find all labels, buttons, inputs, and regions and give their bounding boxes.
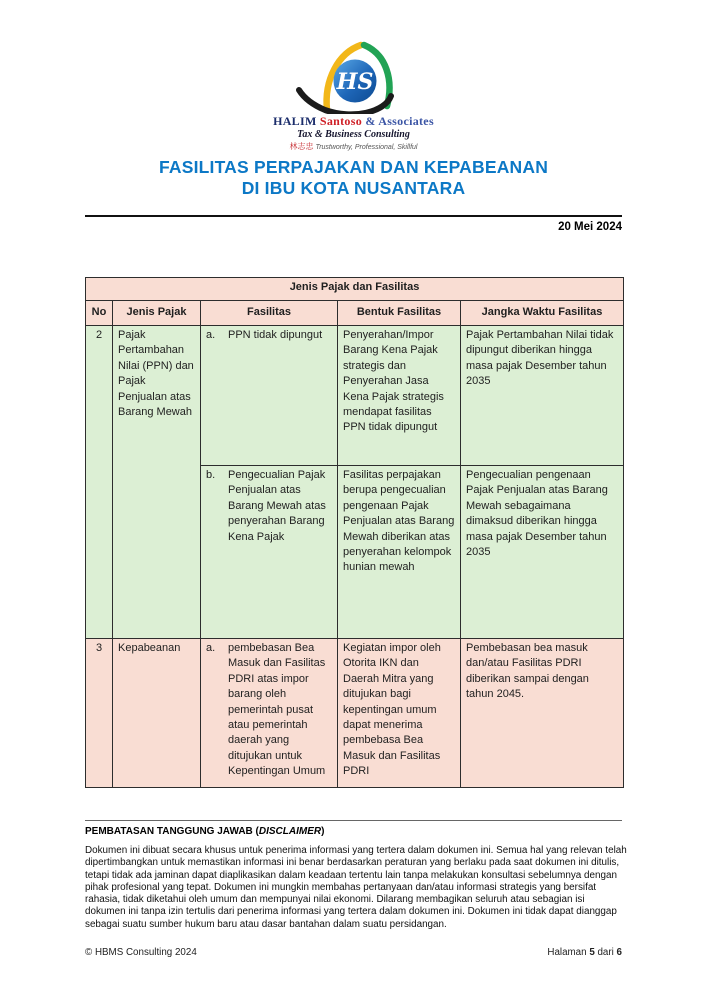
cell-no: 2 bbox=[86, 326, 113, 639]
column-header-jangka-waktu: Jangka Waktu Fasilitas bbox=[461, 301, 624, 326]
table-caption: Jenis Pajak dan Fasilitas bbox=[86, 278, 624, 301]
footer-page-total: 6 bbox=[616, 947, 622, 958]
company-logo bbox=[0, 40, 707, 151]
logo-motto: Trustworthy, Professional, Skillful bbox=[315, 144, 418, 151]
header-divider bbox=[85, 215, 622, 217]
fasilitas-text: PPN tidak dipungut bbox=[228, 329, 323, 341]
column-header-jenis-pajak: Jenis Pajak bbox=[113, 301, 201, 326]
cell-jangka-waktu: Pengecualian pengenaan Pajak Penjualan atas Barang Mewah sebagaimana dimaksud diberikan hingga masa pajak Desember tahun 2035 bbox=[461, 466, 624, 639]
disclaimer-heading bbox=[85, 826, 324, 837]
list-marker: a. bbox=[206, 642, 216, 654]
column-header-no: No bbox=[86, 301, 113, 326]
disclaimer-body: Dokumen ini dibuat secara khusus untuk penerima informasi yang tertera dalam dokumen ini. Semua hal yang relevan telah dipertimbangkan untuk memastikan informasi ini benar berdasarkan peraturan yang berlaku pada saat dokumen ini ditulis, tetapi tidak ada jaminan dapat diaplikasikan dalam keadaan tertentu lain tanpa melakukan konsultasi sebelumnya dengan pihak profesional yang tepat. Dokumen ini mungkin membahas pertanyaan dan/atau informasi strategis yang bersifat rahasia, tidak diketahui oleh umum dan mempunyai nilai ekonomi. Dilarang membagikan seluruh atau sebagian isi dokumen ini tanpa izin tertulis dari penerima informasi yang tertera dalam dokumen ini. Dokumen ini tidak dapat dianggap sebagai suatu sumber hukum baru atau dasar bantahan dalam suatu persidangan. bbox=[85, 845, 627, 930]
facilities-table bbox=[85, 277, 624, 788]
disclaimer-heading-italic: DISCLAIMER bbox=[258, 826, 322, 837]
cell-jangka-waktu: Pembebasan bea masuk dan/atau Fasilitas PDRI diberikan sampai dengan tahun 2045. bbox=[461, 639, 624, 788]
fasilitas-text: pembebasan Bea Masuk dan Fasilitas PDRI atas impor barang oleh pemerintah pusat atau pemerintah daerah yang ditujukan untuk Kepentingan Umum bbox=[228, 642, 326, 778]
cell-bentuk-fasilitas: Fasilitas perpajakan berupa pengecualian pengenaan Pajak Penjualan atas Barang Mewah diberikan atas penyerahan kelompok hunian mewah bbox=[338, 466, 461, 639]
logo-company-name bbox=[0, 115, 707, 127]
table-row bbox=[86, 326, 624, 466]
page-title-line1: FASILITAS PERPAJAKAN DAN KEPABEANAN bbox=[158, 157, 549, 177]
logo-mark-icon bbox=[295, 40, 413, 114]
page-title-line2: DI IBU KOTA NUSANTARA bbox=[241, 178, 466, 198]
cell-jangka-waktu: Pajak Pertambahan Nilai tidak dipungut diberikan hingga masa pajak Desember tahun 2035 bbox=[461, 326, 624, 466]
disclaimer-heading-close: ) bbox=[321, 826, 325, 837]
logo-name-associates: & Associates bbox=[362, 114, 434, 128]
table-header-row bbox=[86, 301, 624, 326]
logo-subtagline bbox=[0, 143, 707, 151]
logo-tagline: Tax & Business Consulting bbox=[297, 129, 410, 140]
cell-fasilitas bbox=[201, 639, 338, 788]
fasilitas-text: Pengecualian Pajak Penjualan atas Barang Mewah atas penyerahan Barang Kena Pajak bbox=[228, 469, 326, 543]
cell-fasilitas bbox=[201, 326, 338, 466]
logo-monogram: HS bbox=[336, 69, 373, 95]
footer-page-label: Halaman bbox=[547, 947, 590, 958]
logo-name-santoso: Santoso bbox=[319, 114, 363, 128]
disclaimer-divider bbox=[85, 820, 622, 821]
footer-page-number: 5 bbox=[589, 947, 595, 958]
table-row bbox=[86, 639, 624, 788]
table-caption-row bbox=[86, 278, 624, 301]
footer-page-separator: dari bbox=[594, 947, 617, 958]
disclaimer-heading-main: PEMBATASAN TANGGUNG JAWAB ( bbox=[85, 826, 259, 837]
document-date: 20 Mei 2024 bbox=[558, 221, 622, 233]
cell-no: 3 bbox=[86, 639, 113, 788]
cell-jenis-pajak: Kepabeanan bbox=[113, 639, 201, 788]
list-marker: b. bbox=[206, 469, 216, 481]
cell-bentuk-fasilitas: Kegiatan impor oleh Otorita IKN dan Daerah Mitra yang ditujukan bagi kepentingan umum dapat menerima pembebasa Bea Masuk dan Fasilitas PDRI bbox=[338, 639, 461, 788]
logo-name-halim: HALIM bbox=[273, 114, 320, 128]
page-footer bbox=[85, 947, 622, 958]
cell-jenis-pajak: Pajak Pertambahan Nilai (PPN) dan Pajak Penjualan atas Barang Mewah bbox=[113, 326, 201, 639]
footer-copyright: © HBMS Consulting 2024 bbox=[85, 947, 197, 958]
list-marker: a. bbox=[206, 329, 216, 341]
page-title bbox=[0, 157, 707, 199]
cell-bentuk-fasilitas: Penyerahan/Impor Barang Kena Pajak strategis dan Penyerahan Jasa Kena Pajak strategis mendapat fasilitas PPN tidak dipungut bbox=[338, 326, 461, 466]
cell-fasilitas bbox=[201, 466, 338, 639]
column-header-fasilitas: Fasilitas bbox=[201, 301, 338, 326]
footer-page-info bbox=[547, 947, 622, 958]
column-header-bentuk-fasilitas: Bentuk Fasilitas bbox=[338, 301, 461, 326]
logo-chinese-name: 林志忠 bbox=[289, 142, 314, 151]
